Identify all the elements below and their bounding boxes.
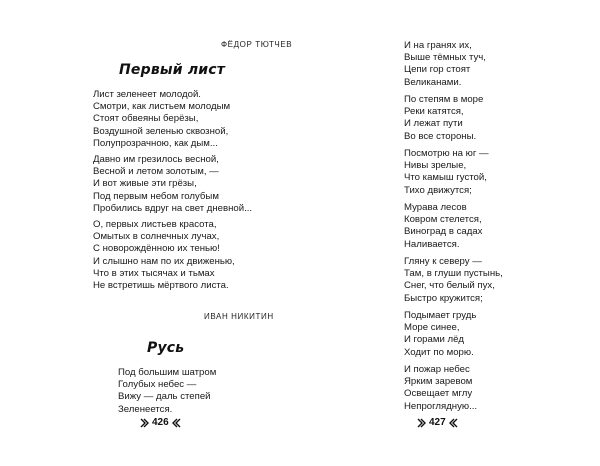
poem-line: Непроглядную... <box>404 400 478 412</box>
poem-line: Что камыш густой, <box>404 172 487 184</box>
poem-line: Снег, что белый пух, <box>404 280 495 292</box>
stanza <box>93 89 230 150</box>
poem-line: Виноград в садах <box>404 226 483 238</box>
author-name: ФЁДОР ТЮТЧЕВ <box>221 40 293 49</box>
folio-ornament-icon <box>448 418 458 428</box>
stanza <box>93 219 235 292</box>
page-number-label: 427 <box>429 417 446 428</box>
poem-line: Под большим шатром <box>118 367 217 378</box>
poem-line: И на гранях их, <box>404 40 472 51</box>
poem-line: Под первым небом голубым <box>93 190 219 202</box>
poem-line: И слышно нам по их движенью, <box>93 255 235 267</box>
poem-line: Ковром стелется, <box>404 214 482 226</box>
poem-line: С новорождённою их тенью! <box>93 243 220 255</box>
stanza <box>118 367 216 416</box>
poem-line: Нивы зрелые, <box>404 160 467 172</box>
poem-line: Выше тёмных туч, <box>404 52 486 64</box>
poem-line: Великанами. <box>404 76 462 88</box>
poem-line: Что в этих тысячах и тьмах <box>93 267 215 279</box>
stanza <box>404 148 489 197</box>
author-name: ИВАН НИКИТИН <box>204 312 274 321</box>
poem-line: Полупрозрачною, как дым... <box>93 137 218 149</box>
poem-line: Весной и летом золотым, — <box>93 166 219 178</box>
poem-line: Давно им грезилось весной, <box>93 154 219 165</box>
stanza <box>404 310 476 359</box>
poem-line: Мурава лесов <box>404 202 467 213</box>
poem-line: Там, в глуши пустынь, <box>404 268 503 280</box>
poem-line: Ярким заревом <box>404 376 473 388</box>
poem-line: Гляну к северу — <box>404 256 482 267</box>
poem-line: Вижу — даль степей <box>118 391 211 403</box>
folio-ornament-icon <box>171 418 181 428</box>
poem-line: Освещает мглу <box>404 388 473 400</box>
poem-line: Стоят обвеяны берёзы, <box>93 113 199 125</box>
poem-line: Подымает грудь <box>404 310 477 321</box>
poem-title: Первый лист <box>119 62 226 78</box>
stanza <box>404 256 503 305</box>
poem-line: Пробились вдруг на свет дневной... <box>93 202 253 214</box>
poem-line: Реки катятся, <box>404 106 464 118</box>
poem-line: Во все стороны. <box>404 130 477 142</box>
poem-line: Воздушной зеленью сквозной, <box>93 125 229 137</box>
poem-line: Ходит по морю. <box>404 346 474 358</box>
poem-title: Русь <box>147 340 185 356</box>
poem-line: И лежат пути <box>404 118 463 130</box>
page-number <box>417 417 458 428</box>
poem-line: И вот живые эти грёзы, <box>93 178 197 190</box>
poem-line: Цепи гор стоят <box>404 64 471 76</box>
poem-line: По степям в море <box>404 94 484 105</box>
right-page <box>300 0 600 466</box>
poem-line: Смотри, как листьем молодым <box>93 101 231 113</box>
poem-line: Лист зеленеет молодой. <box>93 89 201 100</box>
poem-line: И пожар небес <box>404 364 470 375</box>
poem-line: Море синее, <box>404 322 460 334</box>
poem-line: Посмотрю на юг — <box>404 148 489 159</box>
poem-line: Омытых в солнечных лучах, <box>93 231 220 243</box>
poem-line: О, первых листьев красота, <box>93 219 217 230</box>
poem-line: Зеленеется. <box>118 403 173 415</box>
poem-line: Голубых небес — <box>118 379 197 391</box>
stanza <box>404 364 477 413</box>
poem-line: Быстро кружится; <box>404 292 483 304</box>
poem-line: Наливается. <box>404 238 460 250</box>
poem-line: Тихо движутся; <box>404 184 472 196</box>
stanza <box>404 40 486 89</box>
folio-ornament-icon <box>417 418 427 428</box>
stanza <box>93 154 252 215</box>
stanza <box>404 202 482 251</box>
stanza <box>404 94 483 143</box>
poem-line: Не встретишь мёртвого листа. <box>93 280 229 292</box>
poem-line: И горами лёд <box>404 334 465 346</box>
page-number-label: 426 <box>152 417 169 428</box>
page-number <box>140 417 181 428</box>
folio-ornament-icon <box>140 418 150 428</box>
